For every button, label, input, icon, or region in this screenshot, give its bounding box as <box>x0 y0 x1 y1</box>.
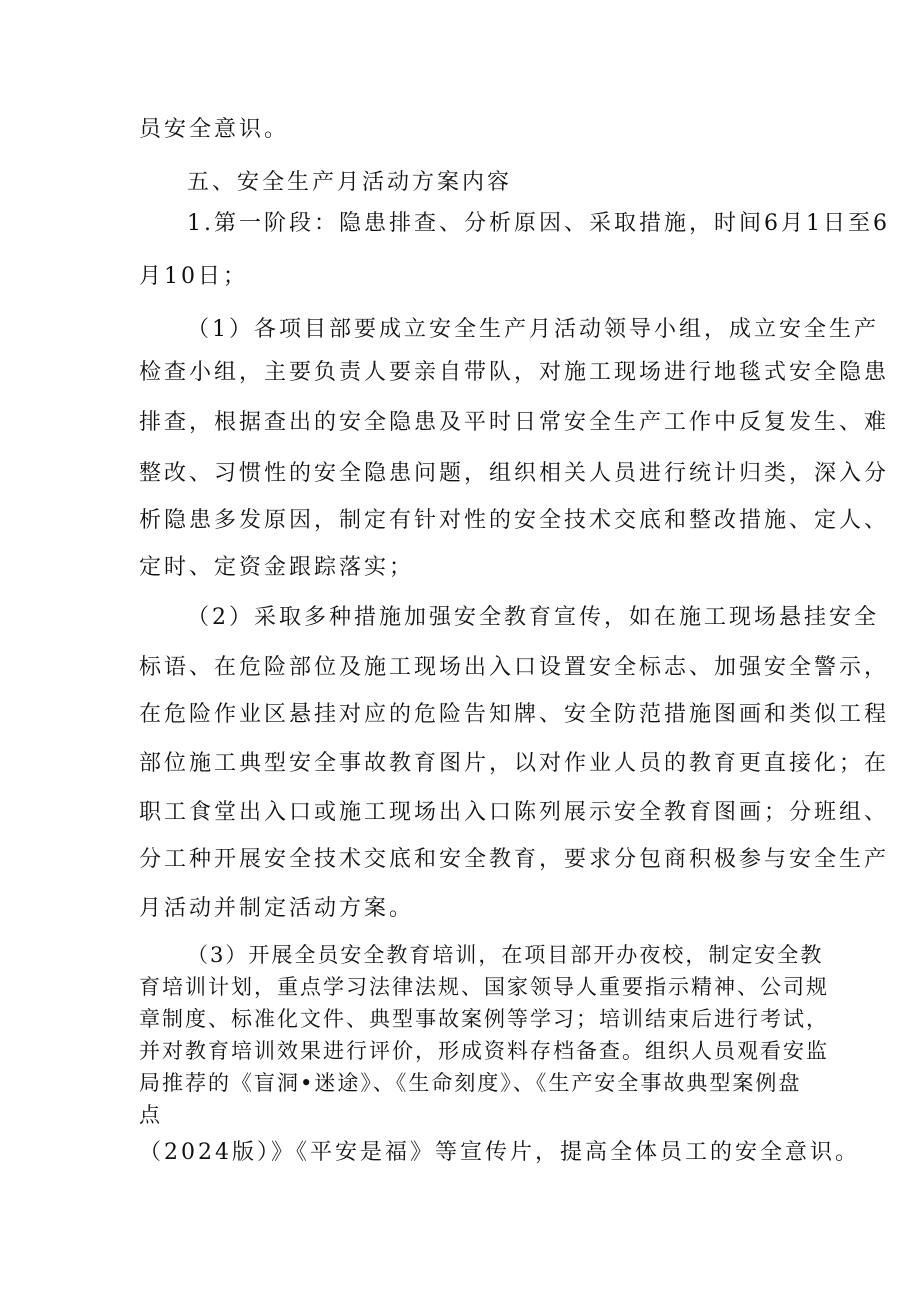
text-line: 检查小组，主要负责人要亲自带队，对施工现场进行地毯式安全隐患 <box>139 360 890 385</box>
text-line: 标语、在危险部位及施工现场出入口设置安全标志、加强安全警示， <box>139 655 890 680</box>
text-line: 育培训计划，重点学习法律法规、国家领导人重要指示精神、公司规 <box>139 975 829 999</box>
text-line: 章制度、标准化文件、典型事故案例等学习；培训结束后进行考试， <box>139 1007 829 1031</box>
text-line: 排查，根据查出的安全隐患及平时日常安全生产工作中反复发生、难 <box>139 410 890 435</box>
text-line: 1.第一阶段：隐患排查、分析原因、采取措施，时间6月1日至6 <box>187 211 890 236</box>
text-line: 月活动并制定活动方案。 <box>139 896 415 921</box>
text-line: 并对教育培训效果进行评价，形成资料存档备查。组织人员观看安监 <box>139 1039 829 1063</box>
text-line: 整改、习惯性的安全隐患问题，组织相关人员进行统计归类，深入分 <box>139 461 890 486</box>
text-line: 分工种开展安全技术交底和安全教育，要求分包商积极参与安全生产 <box>139 847 890 872</box>
text-line: 月10日； <box>139 264 248 289</box>
text-line: （2024版）》《平安是福》等宣传片，提高全体员工的安全意识。 <box>139 1140 860 1165</box>
text-line: 定时、定资金跟踪落实； <box>139 555 415 580</box>
paragraph-continuation: 员安全意识。 <box>139 117 290 142</box>
text-line: （2）采取多种措施加强安全教育宣传，如在施工现场悬挂安全 <box>187 605 879 630</box>
text-line: （1）各项目部要成立安全生产月活动领导小组，成立安全生产 <box>187 317 879 342</box>
text-line: 部位施工典型安全事故教育图片，以对作业人员的教育更直接化；在 <box>139 751 890 776</box>
text-line: 点 <box>139 1103 162 1127</box>
text-line: 局推荐的《盲洞•迷途》、《生命刻度》、《生产安全事故典型案例盘 <box>139 1071 802 1095</box>
text-line: 职工食堂出入口或施工现场出入口陈列展示安全教育图画；分班组、 <box>139 800 890 825</box>
text-line: 在危险作业区悬挂对应的危险告知牌、安全防范措施图画和类似工程 <box>139 702 890 727</box>
text-line: 析隐患多发原因，制定有针对性的安全技术交底和整改措施、定人、 <box>139 508 890 533</box>
text-line: （3）开展全员安全教育培训，在项目部开办夜校，制定安全教 <box>187 943 824 967</box>
section-heading: 五、安全生产月活动方案内容 <box>187 170 513 195</box>
